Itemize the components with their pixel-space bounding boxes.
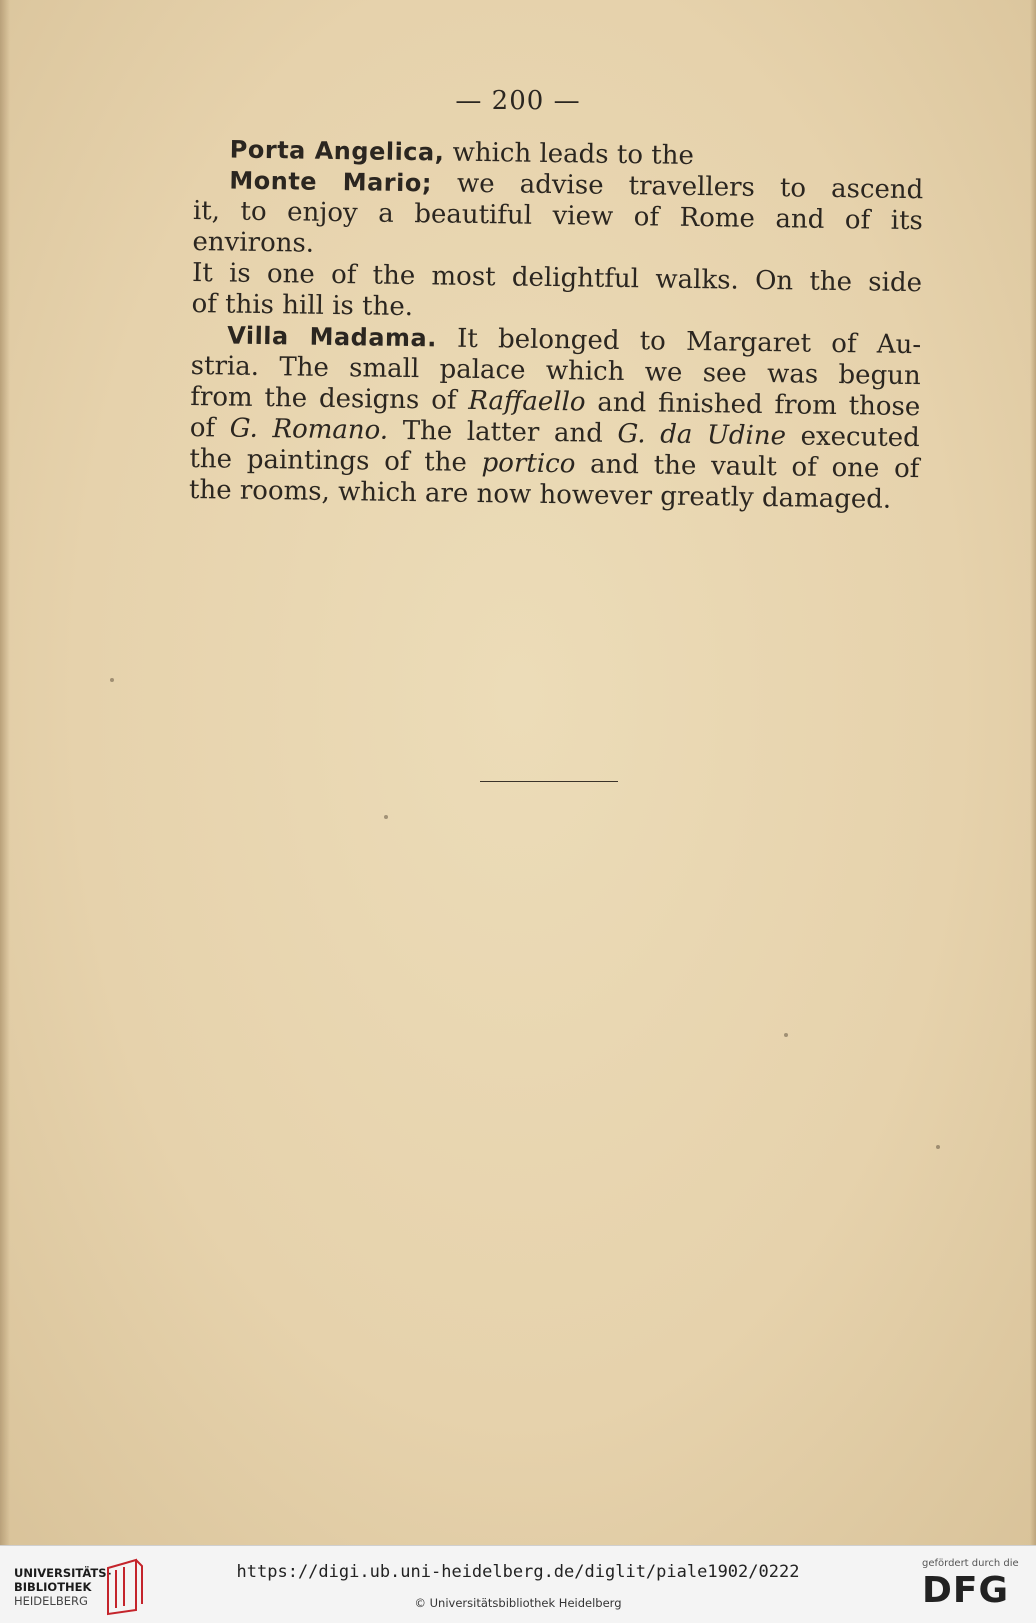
page-edge-right (1030, 0, 1036, 1545)
permalink-url[interactable]: https://digi.ub.uni-heidelberg.de/diglit/piale1902/0222 (236, 1562, 800, 1582)
text-line: the rooms, which are now however greatly damaged. (188, 474, 892, 515)
italic-name: G. da Udine (617, 418, 787, 452)
funder-label: gefördert durch die (922, 1558, 1019, 1569)
body-text (189, 134, 924, 516)
text-line: Porta Angelica, which leads to the (229, 135, 695, 171)
italic-term: portico (481, 448, 576, 480)
paper-speck (936, 1145, 940, 1149)
paragraph-villa-madama (189, 320, 922, 516)
text-line: Villa Madama. It belonged to Margaret of Au- (226, 321, 922, 361)
text-line: from the designs of Raffaello and finished from those (190, 381, 921, 423)
funder-block[interactable] (922, 1558, 1022, 1611)
page-edge-left (0, 0, 10, 1545)
paper-speck (384, 815, 388, 819)
copyright-notice: © Universitätsbibliothek Heidelberg (414, 1596, 622, 1610)
italic-name: G. Romano. (229, 413, 389, 446)
text-line: of G. Romano. The latter and G. da Udine executed (189, 412, 921, 454)
heading-porta-angelica: Porta Angelica, (229, 135, 445, 167)
text-line: stria. The small palace which we see was begun (190, 350, 921, 392)
text-line: it, to enjoy a beautiful view of Rome and of its environs. (192, 195, 924, 259)
text-line: the paintings of the portico and the vault of one of (189, 443, 920, 485)
text-line: It is one of the most delightful walks. On the side (191, 257, 923, 299)
text-line: of this hill is the. (191, 288, 414, 323)
paper-speck (784, 1033, 788, 1037)
library-name[interactable]: UNIVERSITÄTS- BIBLIOTHEK HEIDELBERG (14, 1566, 112, 1608)
viewer-footer (0, 1545, 1036, 1623)
heading-monte-mario: Monte Mario; (229, 166, 433, 198)
end-rule (480, 781, 618, 782)
paper-speck (110, 678, 114, 682)
text-line: Monte Mario; we advise travellers to ascend (229, 166, 924, 206)
heading-villa-madama: Villa Madama. (226, 321, 438, 353)
paragraph-monte-mario (191, 165, 923, 330)
dfg-logo: DFG (922, 1570, 1010, 1611)
page-number: — 200 — (455, 86, 581, 116)
italic-name: Raffaello (468, 385, 586, 418)
